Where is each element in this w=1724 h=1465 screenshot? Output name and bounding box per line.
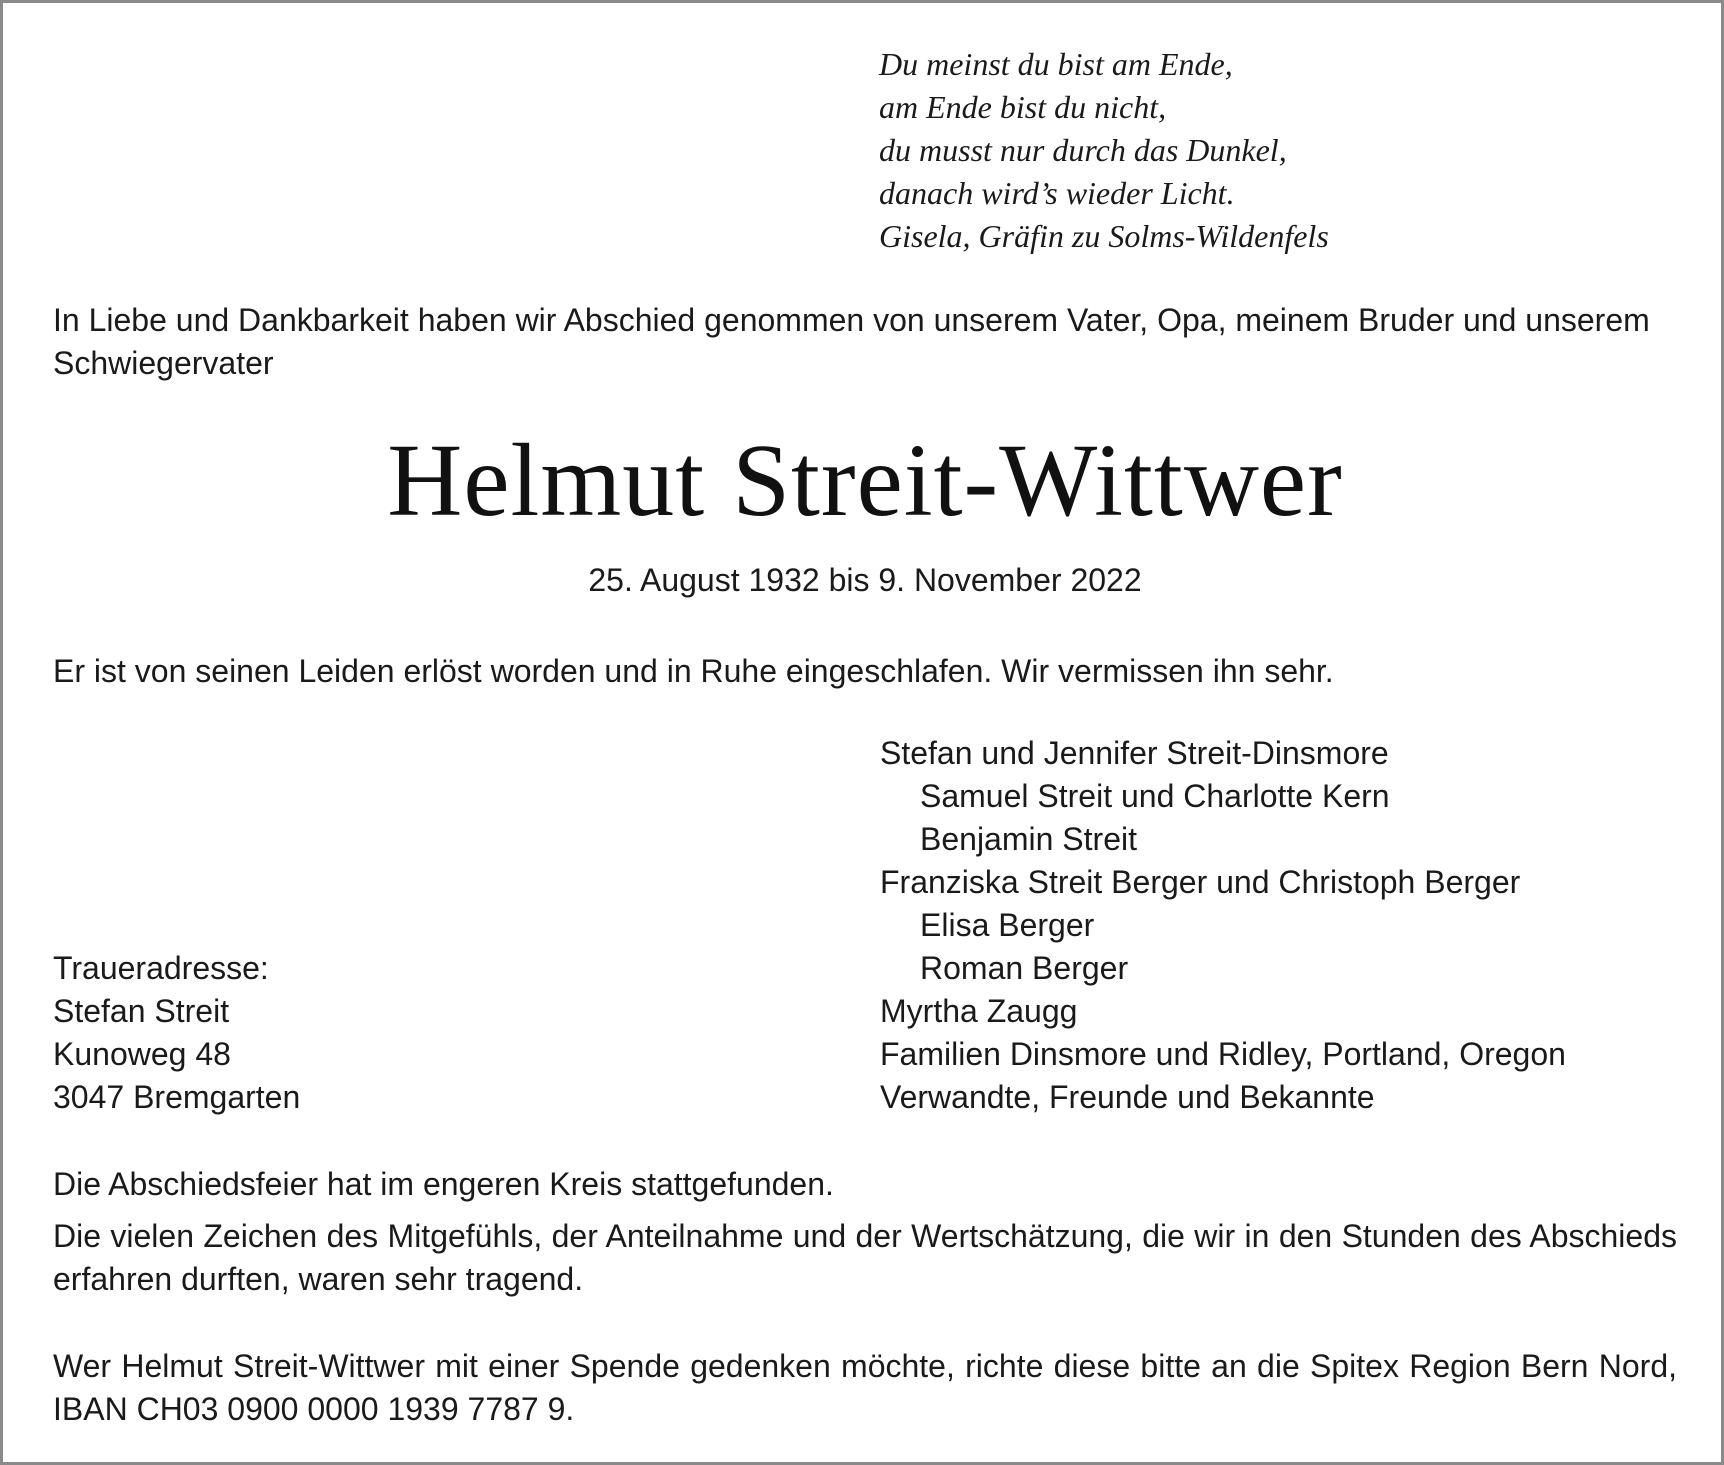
deceased-name: Helmut Streit-Wittwer [387, 423, 1343, 538]
address-city: 3047 Bremgarten [53, 1079, 301, 1115]
relative-entry: Benjamin Streit [920, 821, 1137, 857]
poem-author: Gisela, Gräfin zu Solms-Wildenfels [879, 218, 1329, 254]
relative-entry: Roman Berger [920, 950, 1129, 986]
poem [879, 43, 1659, 258]
relative-entry: Familien Dinsmore und Ridley, Portland, Oregon [880, 1036, 1566, 1072]
mourning-address [53, 947, 753, 1119]
intro-text: In Liebe und Dankbarkeit haben wir Abschied genommen von unserem Vater, Opa, meinem Bruder und unserem Schwiegervater [53, 302, 1650, 381]
relative-entry: Myrtha Zaugg [880, 993, 1078, 1029]
relative-entry: Stefan und Jennifer Streit-Dinsmore [880, 735, 1389, 771]
relative-entry: Verwandte, Freunde und Bekannte [880, 1079, 1375, 1115]
relative-entry: Samuel Streit und Charlotte Kern [920, 778, 1390, 814]
relatives-list [880, 732, 1700, 1119]
statement-text: Er ist von seinen Leiden erlöst worden und in Ruhe eingeschlafen. Wir vermissen ihn sehr. [53, 653, 1334, 689]
poem-line: Du meinst du bist am Ende, [879, 46, 1233, 82]
address-name: Stefan Streit [53, 993, 230, 1029]
poem-line: danach wird’s wieder Licht. [879, 175, 1235, 211]
address-label: Traueradresse: [53, 950, 269, 986]
donation-text: Wer Helmut Streit-Wittwer mit einer Spende gedenken möchte, richte diese bitte an die Spitex Region Bern Nord, IBAN CH03 0900 0000 1939 7787 9. [53, 1348, 1677, 1427]
address-street: Kunoweg 48 [53, 1036, 231, 1072]
thanks-text: Die vielen Zeichen des Mitgefühls, der Anteilnahme und der Wertschätzung, die wir in den Stunden des Abschieds erfahren durften, waren sehr tragend. [53, 1218, 1677, 1297]
relative-entry: Elisa Berger [920, 907, 1095, 943]
relative-entry: Franziska Streit Berger und Christoph Berger [880, 864, 1521, 900]
ceremony-text: Die Abschiedsfeier hat im engeren Kreis stattgefunden. [53, 1166, 834, 1202]
life-dates: 25. August 1932 bis 9. November 2022 [588, 562, 1142, 598]
poem-line: am Ende bist du nicht, [879, 89, 1167, 125]
poem-line: du musst nur durch das Dunkel, [879, 132, 1287, 168]
